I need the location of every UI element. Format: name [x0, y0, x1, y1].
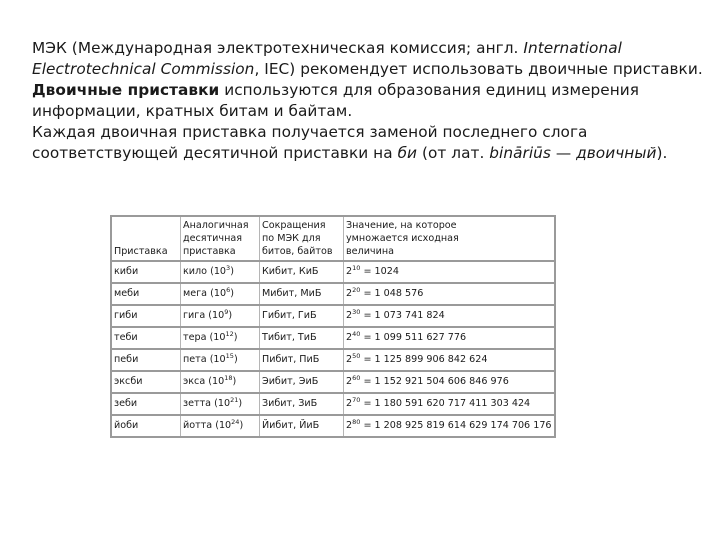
cell-value	[344, 305, 555, 327]
cell-prefix: меби	[111, 283, 181, 305]
table-row	[111, 393, 555, 415]
power-base: 2	[346, 310, 353, 321]
table-row	[111, 305, 555, 327]
power-exponent: 30	[352, 308, 361, 316]
multiplier-value: 1024	[374, 266, 399, 277]
header-prefix-label: Приставка	[114, 246, 168, 257]
power-base: 2	[346, 332, 353, 343]
decimal-exponent: 21	[230, 396, 239, 404]
table-row	[111, 261, 555, 283]
text-derivation-cont: соответствующей десятичной приставки на	[32, 144, 398, 162]
intro-text	[32, 38, 703, 164]
text-usage: используются для образования единиц измерения	[219, 81, 640, 99]
power-base: 2	[346, 376, 353, 387]
cell-decimal	[181, 283, 260, 305]
header-value	[344, 216, 555, 261]
multiplier-value: 1 099 511 627 776	[374, 332, 467, 343]
equals-sign: =	[360, 398, 375, 409]
paren: )	[233, 354, 238, 365]
table-row	[111, 349, 555, 371]
intro-line-3	[32, 80, 692, 101]
text-latin-note: (от лат.	[417, 144, 490, 162]
header-analog-2: десятичная	[183, 233, 242, 244]
cell-decimal	[181, 415, 260, 437]
cell-value	[344, 349, 555, 371]
header-value-1: Значение, на которое	[346, 220, 457, 231]
cell-decimal	[181, 305, 260, 327]
cell-value	[344, 371, 555, 393]
text-english-name: International	[523, 39, 622, 57]
intro-line-5	[32, 122, 692, 143]
power-exponent: 10	[352, 264, 361, 272]
text-binary-word: двоичный	[576, 144, 657, 162]
power-base: 2	[346, 266, 353, 277]
table-header-row	[111, 216, 555, 261]
cell-value	[344, 261, 555, 283]
cell-abbr: Мибит, МиБ	[260, 283, 344, 305]
header-analog-1: Аналогичная	[183, 220, 249, 231]
header-analog	[181, 216, 260, 261]
table-row	[111, 371, 555, 393]
power-base: 2	[346, 398, 353, 409]
cell-decimal	[181, 349, 260, 371]
cell-abbr: Кибит, КиБ	[260, 261, 344, 283]
power-exponent: 60	[352, 374, 361, 382]
cell-value	[344, 393, 555, 415]
paren: )	[228, 310, 233, 321]
header-abbr	[260, 216, 344, 261]
equals-sign: =	[360, 376, 375, 387]
equals-sign: =	[360, 332, 375, 343]
paren: )	[230, 266, 234, 277]
header-value-2: умножается исходная	[346, 233, 459, 244]
cell-abbr: Гибит, ГиБ	[260, 305, 344, 327]
cell-abbr: Йибит, ЙиБ	[260, 415, 344, 437]
power-exponent: 50	[352, 352, 361, 360]
multiplier-value: 1 048 576	[374, 288, 424, 299]
cell-prefix: эксби	[111, 371, 181, 393]
paren: )	[239, 420, 244, 431]
paren: )	[230, 288, 234, 299]
decimal-exponent: 18	[224, 374, 233, 382]
decimal-exponent: 9	[224, 308, 229, 316]
decimal-name: зетта (10	[183, 398, 231, 409]
paren: )	[232, 376, 237, 387]
power-exponent: 40	[352, 330, 361, 338]
intro-line-1	[32, 38, 692, 59]
table-row	[111, 283, 555, 305]
text-binary-prefixes-term: Двоичные приставки	[32, 81, 220, 99]
power-base: 2	[346, 354, 353, 365]
cell-abbr: Эибит, ЭиБ	[260, 371, 344, 393]
equals-sign: =	[360, 288, 375, 299]
decimal-name: гига (10	[183, 310, 225, 321]
multiplier-value: 1 152 921 504 606 846 976	[374, 376, 509, 387]
header-value-3: величина	[346, 246, 394, 257]
binary-prefixes-table	[110, 215, 556, 438]
text-english-name-cont: Electrotechnical Commission	[32, 60, 255, 78]
cell-decimal	[181, 261, 260, 283]
text-derivation: Каждая двоичная приставка получается заменой последнего слога	[32, 123, 588, 141]
decimal-name: кило (10	[183, 266, 227, 277]
paren: )	[238, 398, 243, 409]
cell-value	[344, 415, 555, 437]
decimal-exponent: 15	[225, 352, 234, 360]
decimal-name: йотта (10	[183, 420, 232, 431]
intro-line-2	[32, 59, 703, 80]
paren: )	[233, 332, 238, 343]
decimal-exponent: 6	[226, 286, 231, 294]
cell-prefix: теби	[111, 327, 181, 349]
text-end: ).	[656, 144, 668, 162]
multiplier-value: 1 125 899 906 842 624	[374, 354, 488, 365]
intro-line-4	[32, 101, 692, 122]
power-base: 2	[346, 420, 353, 431]
decimal-name: тера (10	[183, 332, 226, 343]
equals-sign: =	[360, 420, 375, 431]
equals-sign: =	[360, 310, 375, 321]
table-row	[111, 327, 555, 349]
decimal-name: экса (10	[183, 376, 225, 387]
decimal-exponent: 3	[226, 264, 231, 272]
decimal-name: пета (10	[183, 354, 226, 365]
text-latin-word: bināriūs	[489, 144, 551, 162]
power-exponent: 80	[352, 418, 361, 426]
power-exponent: 20	[352, 286, 361, 294]
text-iec-intro: МЭК (Международная электротехническая комиссия; англ.	[32, 39, 524, 57]
power-base: 2	[346, 288, 353, 299]
text-usage-cont: информации, кратных битам и байтам.	[32, 102, 353, 120]
cell-decimal	[181, 393, 260, 415]
cell-prefix: киби	[111, 261, 181, 283]
header-prefix	[111, 216, 181, 261]
header-abbr-3: битов, байтов	[262, 246, 333, 257]
cell-decimal	[181, 327, 260, 349]
decimal-name: мега (10	[183, 288, 227, 299]
text-recommendation: , IEC) рекомендует использовать двоичные приставки.	[254, 60, 703, 78]
header-analog-3: приставка	[183, 246, 236, 257]
power-exponent: 70	[352, 396, 361, 404]
cell-value	[344, 283, 555, 305]
cell-abbr: Пибит, ПиБ	[260, 349, 344, 371]
intro-line-6	[32, 143, 692, 164]
text-dash: —	[550, 144, 577, 162]
text-bi: би	[397, 144, 418, 162]
cell-value	[344, 327, 555, 349]
cell-prefix: зеби	[111, 393, 181, 415]
cell-prefix: йоби	[111, 415, 181, 437]
cell-prefix: гиби	[111, 305, 181, 327]
cell-prefix: пеби	[111, 349, 181, 371]
header-abbr-2: по МЭК для	[262, 233, 321, 244]
equals-sign: =	[360, 266, 375, 277]
multiplier-value: 1 073 741 824	[374, 310, 445, 321]
cell-abbr: Зибит, ЗиБ	[260, 393, 344, 415]
table-row	[111, 415, 555, 437]
header-abbr-1: Сокращения	[262, 220, 326, 231]
equals-sign: =	[360, 354, 375, 365]
cell-decimal	[181, 371, 260, 393]
decimal-exponent: 24	[231, 418, 240, 426]
multiplier-value: 1 180 591 620 717 411 303 424	[374, 398, 531, 409]
multiplier-value: 1 208 925 819 614 629 174 706 176	[374, 420, 552, 431]
cell-abbr: Тибит, ТиБ	[260, 327, 344, 349]
decimal-exponent: 12	[225, 330, 234, 338]
